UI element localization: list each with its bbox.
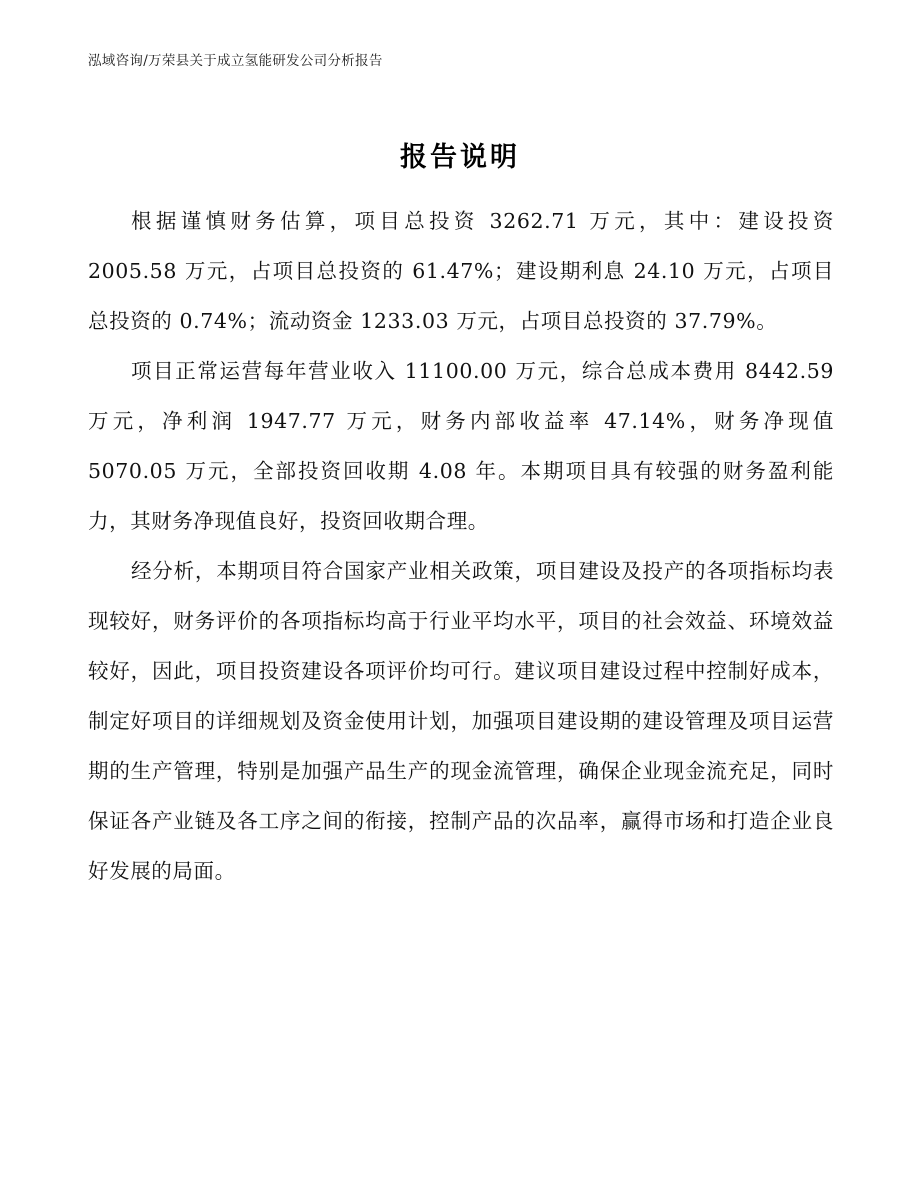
page-title: 报告说明 [400,142,520,174]
paragraph-investment-breakdown: 根据谨慎财务估算，项目总投资 3262.71 万元，其中：建设投资 2005.58 万元，占项目总投资的 61.47%；建设期利息 24.10 万元，占项目总投资的 0.74%；流动资金 1233.03 万元，占项目总投资的 37.79%。 [88,209,834,333]
document-body [88,196,834,896]
paragraph-operating-results: 项目正常运营每年营业收入 11100.00 万元，综合总成本费用 8442.59 万元，净利润 1947.77 万元，财务内部收益率 47.14%，财务净现值 5070.05 万元，全部投资回收期 4.08 年。本期项目具有较强的财务盈利能力，其财务净现值良好，投资回收期合理。 [88,359,834,533]
paragraph-analysis-conclusion: 经分析，本期项目符合国家产业相关政策，项目建设及投产的各项指标均表现较好，财务评价的各项指标均高于行业平均水平，项目的社会效益、环境效益较好，因此，项目投资建设各项评价均可行。建议项目建设过程中控制好成本，制定好项目的详细规划及资金使用计划，加强项目建设期的建设管理及项目运营期的生产管理，特别是加强产品生产的现金流管理，确保企业现金流充足，同时保证各产业链及各工序之间的衔接，控制产品的次品率，赢得市场和打造企业良好发展的局面。 [88,559,834,883]
page-header: 泓域咨询/万荣县关于成立氢能研发公司分析报告 [88,53,383,69]
